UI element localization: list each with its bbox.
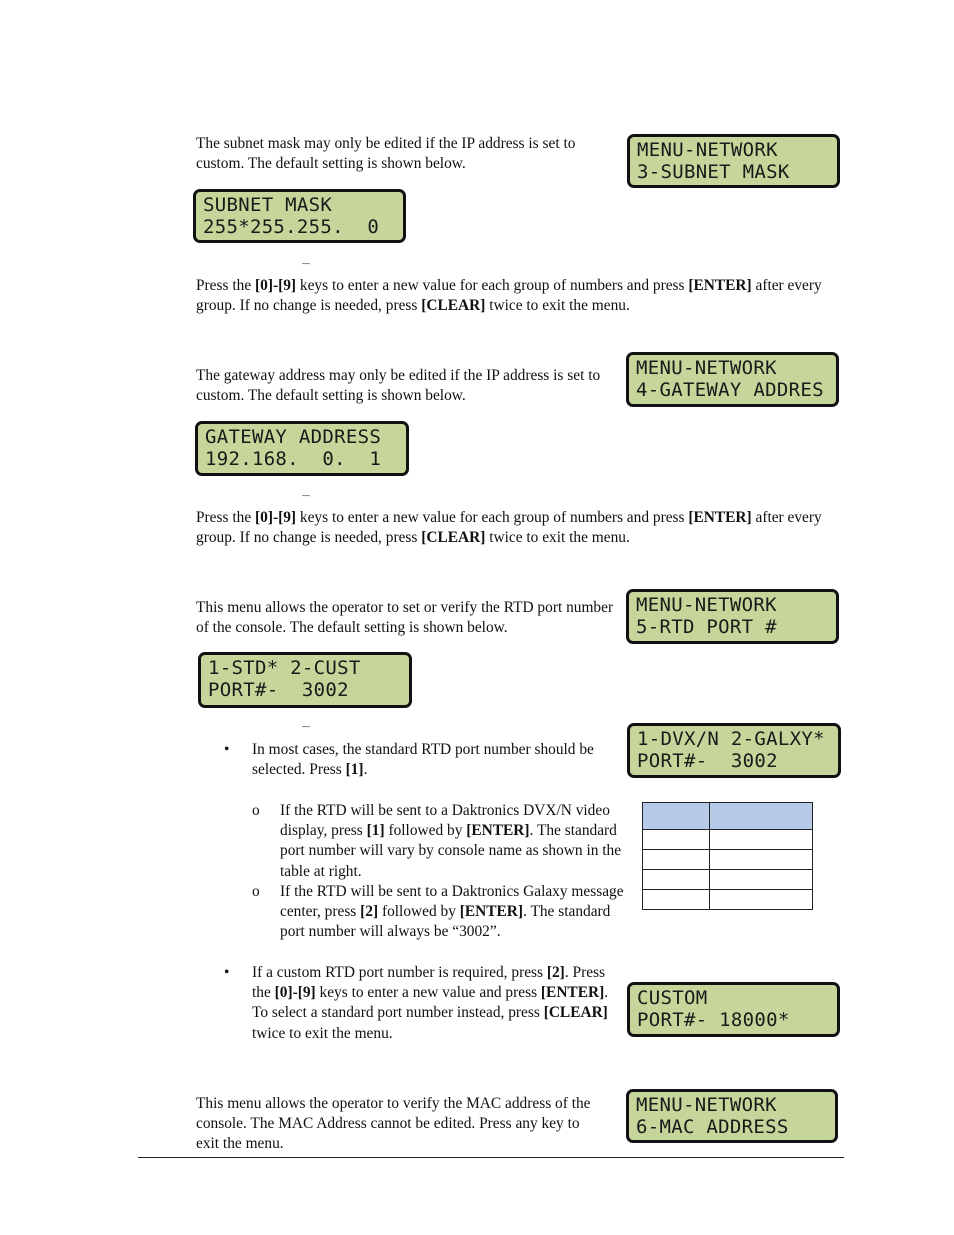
list-item: o If the RTD will be sent to a Daktronics Galaxy message center, press [2] followed by [ENTER]. The standard port number will always be “3002”. (252, 882, 624, 941)
key-label: [ENTER] (688, 509, 752, 526)
key-label: [0]-[9] (255, 277, 297, 294)
port-table (642, 802, 813, 910)
circle-bullet-icon: o (252, 882, 260, 900)
key-label: [0]-[9] (255, 509, 297, 526)
table-header-row (643, 803, 813, 830)
table-cell (710, 870, 813, 890)
lcd-line-1: MENU-NETWORK (636, 1094, 777, 1116)
key-label: [ENTER] (459, 903, 524, 921)
key-label: [ENTER] (540, 984, 605, 1002)
lcd-line-1: CUSTOM (637, 987, 708, 1009)
rtd-custom-lcd (627, 982, 840, 1037)
mac-menu-lcd (626, 1089, 838, 1143)
gateway-instructions: Press the [0]-[9] keys to enter a new value for each group of numbers and press [ENTER] after every group. If no change is needed, press [CLEAR] twice to exit the menu. (196, 509, 822, 547)
key-label: [1] (366, 822, 385, 840)
lcd-line-2: 255*255.255. 0 (203, 216, 380, 238)
lcd-line-2: 4-GATEWAY ADDRES (636, 379, 824, 401)
rtd-sub-list (252, 801, 624, 942)
footer-divider (138, 1157, 844, 1158)
key-label: [1] (345, 761, 364, 779)
rtd-bullet-list-2 (224, 963, 616, 1044)
table-cell (710, 830, 813, 850)
key-label: [2] (546, 964, 565, 981)
rtd-intro: This menu allows the operator to set or verify the RTD port number of the console. The default setting is shown below. (196, 599, 614, 637)
table-cell (643, 803, 710, 830)
table-row (643, 850, 813, 870)
key-label: [ENTER] (466, 822, 530, 840)
key-label: [CLEAR] (421, 297, 486, 315)
lcd-line-1: MENU-NETWORK (636, 594, 777, 616)
subnet-instructions: Press the [0]-[9] keys to enter a new value for each group of numbers and press [ENTER] after every group. If no change is needed, press [CLEAR] twice to exit the menu. (196, 277, 822, 315)
lcd-line-2: 5-RTD PORT # (636, 616, 777, 638)
lcd-line-2: PORT#- 3002 (208, 679, 349, 701)
table-cell (710, 850, 813, 870)
key-label: [ENTER] (688, 277, 752, 294)
lcd-line-1: 1-DVX/N 2-GALXY* (637, 728, 825, 750)
table-row (643, 890, 813, 910)
mac-intro: This menu allows the operator to verify the MAC address of the console. The MAC Address cannot be edited. Press any key to exit the menu. (196, 1095, 591, 1153)
lcd-line-1: SUBNET MASK (203, 194, 333, 216)
gateway-intro: The gateway address may only be edited if the IP address is set to custom. The default setting is shown below. (196, 367, 601, 405)
gateway-value-lcd (195, 421, 409, 476)
rtd-value-lcd (198, 652, 412, 708)
key-label: [0]-[9] (274, 984, 316, 1002)
list-item: • If a custom RTD port number is required, press [2]. Press the [0]-[9] keys to enter a new value and press [ENTER]. To select a standard port number instead, press [CLEAR] twice to exit the menu. (224, 964, 609, 1042)
lcd-line-2: 192.168. 0. 1 (205, 448, 382, 470)
subnet-intro: The subnet mask may only be edited if the IP address is set to custom. The default setting is shown below. (196, 135, 576, 173)
lcd-line-2: 6-MAC ADDRESS (636, 1116, 789, 1138)
gateway-menu-lcd (626, 352, 839, 407)
lcd-line-1: MENU-NETWORK (636, 357, 777, 379)
key-label: [2] (360, 903, 379, 921)
table-cell (710, 890, 813, 910)
list-item: • In most cases, the standard RTD port number should be selected. Press [1]. (224, 741, 594, 779)
table-cell (643, 870, 710, 890)
bullet-icon: • (224, 741, 230, 758)
lcd-line-1: GATEWAY ADDRESS (205, 426, 382, 448)
rtd-dvx-lcd (627, 723, 841, 778)
subnet-value-lcd (193, 189, 406, 243)
key-label: [CLEAR] (421, 529, 486, 547)
circle-bullet-icon: o (252, 802, 260, 819)
table-cell (710, 803, 813, 830)
lcd-line-1: MENU-NETWORK (637, 139, 778, 161)
cursor-mark: _ (302, 482, 310, 497)
table-row (643, 870, 813, 890)
table-row (643, 830, 813, 850)
lcd-line-1: 1-STD* 2-CUST (208, 657, 361, 679)
list-item: o If the RTD will be sent to a Daktronics DVX/N video display, press [1] followed by [ENTER]. The standard port number will vary by console name as shown in the table at right. (252, 802, 622, 880)
subnet-menu-lcd (627, 134, 840, 188)
cursor-mark: _ (302, 250, 310, 265)
table-cell (643, 850, 710, 870)
bullet-icon: • (224, 964, 230, 981)
rtd-menu-lcd (626, 589, 839, 644)
lcd-line-2: 3-SUBNET MASK (637, 161, 790, 183)
lcd-line-2: PORT#- 3002 (637, 750, 778, 772)
lcd-line-2: PORT#- 18000* (637, 1009, 790, 1031)
table-cell (643, 830, 710, 850)
rtd-bullet-list-1 (224, 740, 594, 780)
table-cell (643, 890, 710, 910)
key-label: [CLEAR] (543, 1004, 608, 1022)
cursor-mark: _ (302, 713, 310, 728)
